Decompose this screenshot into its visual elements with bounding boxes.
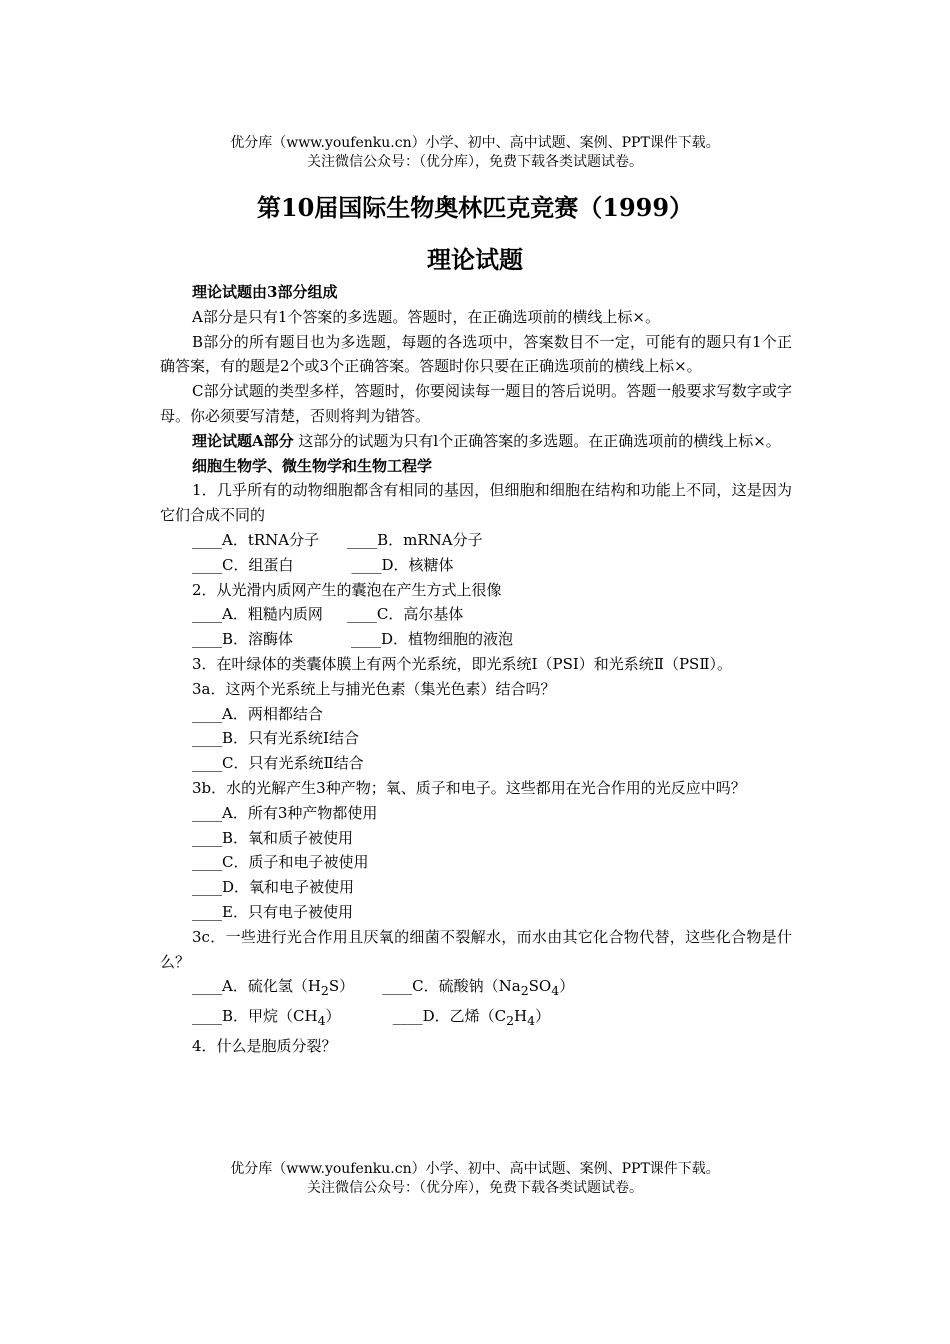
q3b-option: ____B．氧和质子被使用 bbox=[192, 828, 354, 847]
q3c-option-b: ____B．甲烷$(CH_4)$ bbox=[192, 1007, 341, 1029]
document-subtitle: 理论试题 bbox=[427, 245, 523, 274]
section-a-label: 理论试题A部分 bbox=[192, 431, 294, 450]
q2-options-row-2 bbox=[160, 627, 792, 652]
q1-options-row-1 bbox=[160, 528, 792, 553]
q2-option-b: ____B．溶酶体 bbox=[192, 630, 294, 649]
header-line-1: 优分库（www.youfenku.cn）小学、初中、高中试题、案例、PPT课件下载。 bbox=[230, 135, 720, 151]
header-line-2: 关注微信公众号：（优分库），免费下载各类试题试卷。 bbox=[307, 154, 643, 170]
q1-options-row-2 bbox=[160, 553, 792, 578]
footer-line-1: 优分库（www.youfenku.cn）小学、初中、高中试题、案例、PPT课件下载。 bbox=[230, 1161, 720, 1177]
q1-option-b: ____B．mRNA分子 bbox=[347, 530, 483, 549]
question-1: 1．几乎所有的动物细胞都含有相同的基因，但细胞和细胞在结构和功能上不同，这是因为它们合成不同的 bbox=[160, 481, 792, 525]
q3a-option: ____B．只有光系统Ⅰ结合 bbox=[192, 729, 359, 748]
document-body bbox=[160, 280, 792, 1059]
q1-option-d: ____D．核糖体 bbox=[351, 555, 454, 574]
q2-option-d: ____D．植物细胞的液泡 bbox=[351, 630, 514, 649]
q3c-option-c: ____C．硫酸钠$(Na_2SO_4)$ bbox=[382, 977, 575, 999]
q1-option-c: ____C．组蛋白 bbox=[192, 555, 294, 574]
q3b-option: ____E．只有电子被使用 bbox=[192, 902, 353, 921]
q2-option-a: ____A．粗糙内质网 bbox=[192, 605, 323, 624]
q3a-option: ____C．只有光系统Ⅱ结合 bbox=[192, 754, 364, 773]
q3b-option: ____C．质子和电子被使用 bbox=[192, 853, 369, 872]
page-header bbox=[0, 134, 950, 172]
q3b-option: ____D．氧和电子被使用 bbox=[192, 878, 355, 897]
q3b-option: ____A．所有3种产物都使用 bbox=[192, 803, 378, 822]
question-2: 2．从光滑内质网产生的囊泡在产生方式上很像 bbox=[192, 580, 502, 599]
section-heading: 细胞生物学、微生物学和生物工程学 bbox=[192, 456, 433, 475]
question-3a: 3a．这两个光系统上与捕光色素（集光色素）结合吗？ bbox=[192, 679, 556, 698]
document-title: 第10届国际生物奥林匹克竞赛（1999） bbox=[256, 193, 694, 222]
page-footer bbox=[0, 1160, 950, 1198]
q3a-option: ____A．两相都结合 bbox=[192, 704, 323, 723]
section-a-intro bbox=[160, 429, 792, 454]
q3c-options-row-1 bbox=[160, 974, 792, 1004]
question-3: 3．在叶绿体的类囊体膜上有两个光系统，即光系统Ⅰ（PSⅠ）和光系统Ⅱ（PSⅡ）。 bbox=[192, 654, 733, 673]
q2-option-c: ____C．高尔基体 bbox=[346, 605, 464, 624]
q2-options-row-1 bbox=[160, 602, 792, 627]
section-a-text: 这部分的试题为只有l个正确答案的多选题。在正确选项前的横线上标×。 bbox=[293, 431, 781, 450]
question-3b: 3b．水的光解产生3种产物；氧、质子和电子。这些都用在光合作用的光反应中吗？ bbox=[192, 778, 746, 797]
intro-heading: 理论试题由3部分组成 bbox=[192, 283, 338, 301]
q3c-options-row-2 bbox=[160, 1004, 792, 1034]
q1-option-a: ____A．tRNA分子 bbox=[192, 530, 320, 549]
intro-part-b: B部分的所有题目也为多选题，每题的各选项中，答案数目不一定，可能有的题只有1个正确答案，有的题是2个或3个正确答案。答题时你只要在正确选项前的横线上标×。 bbox=[160, 332, 792, 376]
intro-part-a: A部分是只有1个答案的多选题。答题时，在正确选项前的横线上标×。 bbox=[192, 307, 660, 326]
intro-part-c: C部分试题的类型多样，答题时，你要阅读每一题目的答后说明。答题一般要求写数字或字母。你必须要写清楚，否则将判为错答。 bbox=[160, 382, 792, 425]
question-4: 4．什么是胞质分裂？ bbox=[192, 1036, 337, 1055]
question-3c: 3c．一些进行光合作用且厌氧的细菌不裂解水，而水由其它化合物代替，这些化合物是什么？ bbox=[160, 927, 792, 971]
q3c-option-d: ____D．乙烯$(C_2H_4)$ bbox=[392, 1007, 551, 1029]
q3c-option-a: ____A．硫化氢$(H_2S)$ bbox=[192, 977, 355, 999]
footer-line-2: 关注微信公众号：（优分库），免费下载各类试题试卷。 bbox=[307, 1180, 643, 1196]
